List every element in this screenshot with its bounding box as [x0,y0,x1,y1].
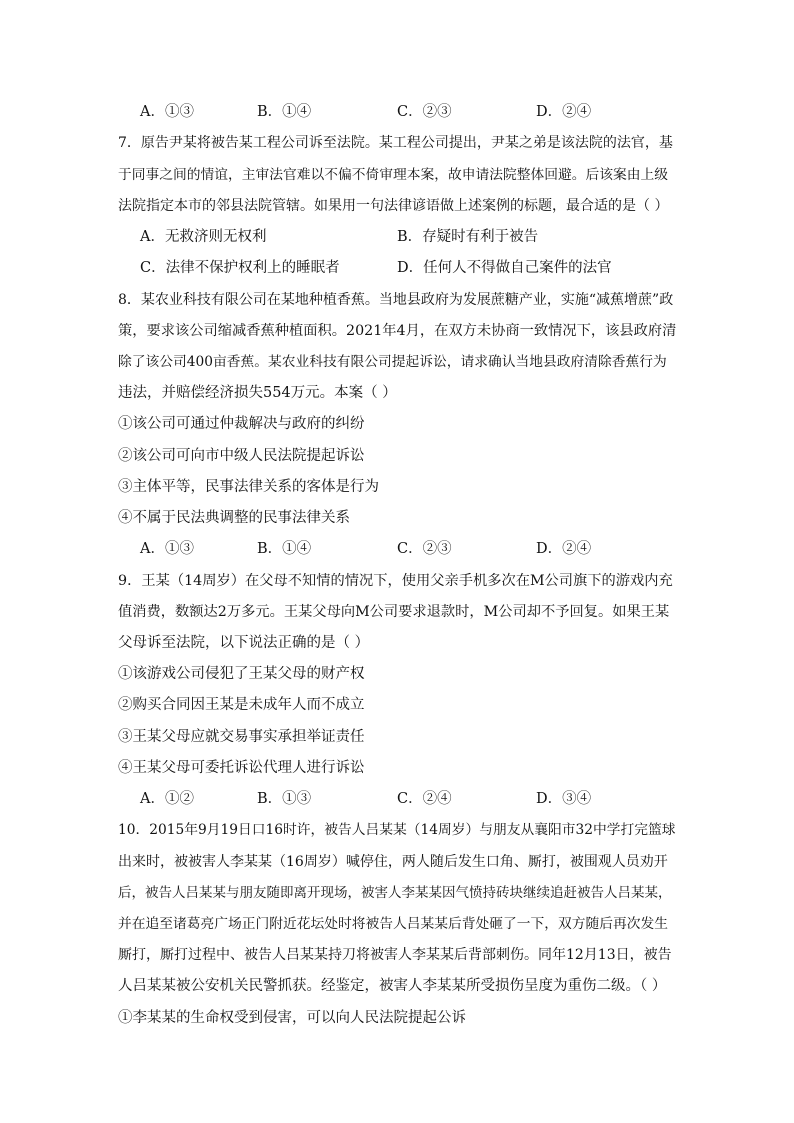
q10-stem-line: 出来时，被被害人李某某（16周岁）喊停住，两人随后发生口角、厮打，被围观人员劝开 [118,854,668,870]
q8-option-b: B．①④ [257,541,312,557]
q7-option-b: B．存疑时有利于被告 [397,229,539,245]
q10-item: ①李某某的生命权受到侵害，可以向人民法院提起公诉 [118,1010,466,1026]
q9-stem-line: 父母诉至法院，以下说法正确的是（ ） [118,635,370,651]
q8-stem-line: 违法，并赔偿经济损失554万元。本案（ ） [118,385,397,401]
q10-stem-line: 厮打，厮打过程中、被告人吕某某持刀将被害人李某某后背部刺伤。同年12月13日，被告 [118,947,672,963]
q10-stem-line: 10．2015年9月19日口16时许，被告人吕某某（14周岁）与朋友从襄阳市32中学打完篮球 [118,822,676,838]
q6-option-c: C．②③ [397,104,452,120]
q10-stem-line: 后，被告人吕某某与朋友随即离开现场，被害人李某某因气愤持砖块继续追赶被告人吕某某， [118,885,672,901]
q9-item: ②购买合同因王某是未成年人而不成立 [118,697,365,713]
q9-stem-line: 9．王某（14周岁）在父母不知情的情况下，使用父亲手机多次在M公司旗下的游戏内充 [118,573,673,589]
q8-option-d: D．②④ [536,541,592,557]
q8-option-a: A．①③ [140,541,194,557]
q7-option-a: A．无救济则无权利 [140,229,267,245]
q9-stem-line: 值消费，数额达2万多元。王某父母向M公司要求退款时，M公司却不予回复。如果王某 [118,604,670,620]
q7-option-c: C．法律不保护权利上的睡眠者 [140,260,340,276]
q6-option-a: A．①③ [140,104,194,120]
q9-item: ①该游戏公司侵犯了王某父母的财产权 [118,666,365,682]
q8-item: ④不属于民法典调整的民事法律关系 [118,510,350,526]
q6-option-b: B．①④ [257,104,312,120]
q8-item: ②该公司可向市中级人民法院提起诉讼 [118,448,365,464]
q10-stem-line: 人吕某某被公安机关民警抓获。经鉴定，被害人李某某所受损伤呈度为重伤二级。（ ） [118,978,667,994]
q7-stem-line: 7．原告尹某将被告某工程公司诉至法院。某工程公司提出，尹某之弟是该法院的法官，基 [118,135,673,151]
q9-option-c: C．②④ [397,791,452,807]
q8-stem-line: 8．某农业科技有限公司在某地种植香蕉。当地县政府为发展蔗糖产业，实施“减蕉增蔗”政 [118,292,674,308]
q8-item: ③主体平等，民事法律关系的客体是行为 [118,479,379,495]
q9-option-b: B．①③ [257,791,312,807]
q6-option-d: D．②④ [536,104,592,120]
q9-item: ③王某父母应就交易事实承担举证责任 [118,729,365,745]
q7-stem-line: 法院指定本市的邻县法院管辖。如果用一句法律谚语做上述案例的标题，最合适的是（ ） [118,198,669,214]
q7-stem-line: 于同事之间的情谊，主审法官难以不偏不倚审理本案，故申请法院整体回避。后该案由上级 [118,167,669,183]
q8-option-c: C．②③ [397,541,452,557]
q10-stem-line: 并在追至诸葛亮广场正门附近花坛处时将被告人吕某某后背处砸了一下，双方随后再次发生 [118,916,669,932]
q9-option-a: A．①② [140,791,194,807]
q7-option-d: D．任何人不得做自己案件的法官 [397,260,612,276]
q8-stem-line: 除了该公司400亩香蕉。某农业科技有限公司提起诉讼，请求确认当地县政府清除香蕉行为 [118,354,667,370]
q8-stem-line: 策，要求该公司缩减香蕉种植面积。2021年4月，在双方未协商一致情况下，该县政府清 [118,323,677,339]
q8-item: ①该公司可通过仲裁解决与政府的纠纷 [118,416,365,432]
q9-option-d: D．③④ [536,791,592,807]
q9-item: ④王某父母可委托诉讼代理人进行诉讼 [118,760,365,776]
